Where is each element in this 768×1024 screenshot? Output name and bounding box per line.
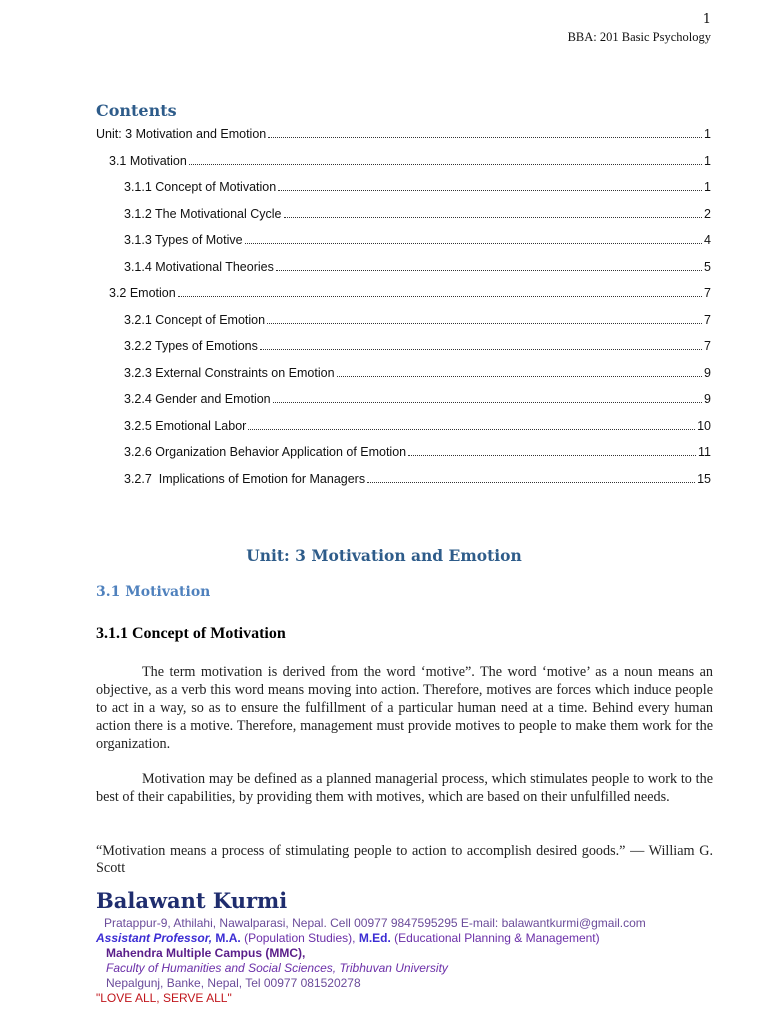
- toc-entry-page: 15: [697, 471, 711, 486]
- toc-entry-label: 3.2 Emotion: [109, 286, 176, 300]
- toc-entry[interactable]: [96, 124, 711, 151]
- toc-entry-page: 2: [704, 206, 711, 221]
- toc-leader-dots: [245, 243, 702, 244]
- toc-entry-label: 3.2.5 Emotional Labor: [124, 418, 247, 433]
- toc-entry-label: 3.2.1 Concept of Emotion: [124, 312, 266, 327]
- toc-entry[interactable]: [96, 416, 711, 443]
- body-paragraph: The term motivation is derived from the word ‘motive”. The word ‘motive’ as a noun means an objective, as a verb this word means moving into action. Therefore, motives are forces which induce people to act in a way, so as to ensure the fulfillment of a particular human need at a time. Behind every human action there is a motive. Therefore, management must provide motives to people to make them work for the organization.: [96, 664, 713, 752]
- toc-entry[interactable]: [96, 204, 711, 231]
- author-footer: [96, 888, 736, 1006]
- toc-entry-label: Unit: 3 Motivation and Emotion: [96, 127, 267, 141]
- toc-entry-label: 3.2.3 External Constraints on Emotion: [124, 365, 335, 380]
- toc-entry[interactable]: [96, 389, 711, 416]
- toc-leader-dots: [278, 190, 702, 191]
- toc-entry-page: 10: [697, 418, 711, 433]
- toc-leader-dots: [367, 482, 695, 483]
- toc-entry[interactable]: [96, 310, 711, 337]
- toc-entry-label: 3.1.1 Concept of Motivation: [124, 180, 277, 194]
- toc-entry[interactable]: [96, 469, 711, 496]
- table-of-contents: [96, 124, 711, 495]
- toc-leader-dots: [408, 455, 696, 456]
- toc-entry[interactable]: [96, 442, 711, 469]
- toc-entry-page: 9: [704, 392, 711, 406]
- section-heading: 3.1 Motivation: [96, 584, 211, 600]
- degree-2: M.Ed.: [358, 931, 391, 945]
- toc-leader-dots: [276, 270, 702, 271]
- toc-entry[interactable]: [96, 363, 711, 390]
- toc-leader-dots: [273, 402, 702, 403]
- running-header: BBA: 201 Basic Psychology: [567, 30, 711, 44]
- toc-entry-label: 3.2.7 Implications of Emotion for Managers: [124, 471, 366, 486]
- toc-entry-page: 1: [704, 153, 711, 168]
- toc-entry-page: 7: [704, 312, 711, 327]
- toc-entry-page: 7: [704, 339, 711, 353]
- motto: "LOVE ALL, SERVE ALL": [96, 991, 232, 1005]
- author-address: Pratappur-9, Athilahi, Nawalparasi, Nepal. Cell 00977 9847595295 E-mail: balawantkurmi@gmail.com: [104, 916, 646, 930]
- degree-1: M.A.: [215, 931, 241, 945]
- author-name: Balawant Kurmi: [96, 888, 288, 913]
- campus-name: Mahendra Multiple Campus (MMC),: [106, 946, 306, 960]
- toc-entry-page: 1: [704, 127, 711, 141]
- contents-heading: Contents: [96, 101, 177, 120]
- toc-entry-page: 7: [704, 286, 711, 300]
- body-paragraph: Motivation may be defined as a planned managerial process, which stimulates people to work to the best of their capabilities, by providing them with motives, which are based on their unfulfilled needs.: [96, 771, 713, 805]
- subsection-heading: 3.1.1 Concept of Motivation: [96, 625, 286, 642]
- toc-entry-label: 3.1 Motivation: [109, 153, 187, 168]
- unit-title: Unit: 3 Motivation and Emotion: [246, 546, 522, 565]
- degree-2-detail: (Educational Planning & Management): [394, 931, 600, 945]
- toc-entry[interactable]: [96, 230, 711, 257]
- toc-leader-dots: [267, 323, 702, 324]
- toc-entry-page: 11: [698, 445, 711, 459]
- toc-entry-page: 1: [704, 180, 711, 194]
- toc-entry-label: 3.1.3 Types of Motive: [124, 233, 243, 247]
- toc-leader-dots: [178, 296, 702, 297]
- toc-entry[interactable]: [96, 257, 711, 284]
- toc-entry-label: 3.2.6 Organization Behavior Application of Emotion: [124, 445, 407, 459]
- toc-leader-dots: [337, 376, 703, 377]
- toc-entry[interactable]: [96, 283, 711, 310]
- toc-leader-dots: [189, 164, 702, 165]
- toc-entry[interactable]: [96, 177, 711, 204]
- toc-entry-label: 3.2.2 Types of Emotions: [124, 339, 258, 353]
- toc-entry-label: 3.1.2 The Motivational Cycle: [124, 206, 282, 221]
- toc-entry[interactable]: [96, 336, 711, 363]
- quotation: “Motivation means a process of stimulating people to action to accomplish desired goods.” — William G. Scott: [96, 843, 713, 876]
- toc-leader-dots: [284, 217, 703, 218]
- toc-entry-label: 3.2.4 Gender and Emotion: [124, 392, 271, 406]
- toc-leader-dots: [248, 429, 695, 430]
- faculty-name: Faculty of Humanities and Social Sciences, Tribhuvan University: [106, 961, 448, 975]
- toc-entry-page: 9: [704, 365, 711, 380]
- campus-contact: Nepalgunj, Banke, Nepal, Tel 00977 081520278: [106, 976, 361, 990]
- author-credentials: [96, 931, 736, 946]
- toc-leader-dots: [268, 137, 702, 138]
- degree-1-detail: (Population Studies),: [244, 931, 356, 945]
- toc-leader-dots: [260, 349, 702, 350]
- toc-entry-page: 4: [704, 233, 711, 247]
- toc-entry-page: 5: [704, 259, 711, 274]
- page-number: 1: [702, 12, 711, 27]
- toc-entry[interactable]: [96, 151, 711, 178]
- author-role: Assistant Professor,: [96, 931, 213, 945]
- toc-entry-label: 3.1.4 Motivational Theories: [124, 259, 274, 274]
